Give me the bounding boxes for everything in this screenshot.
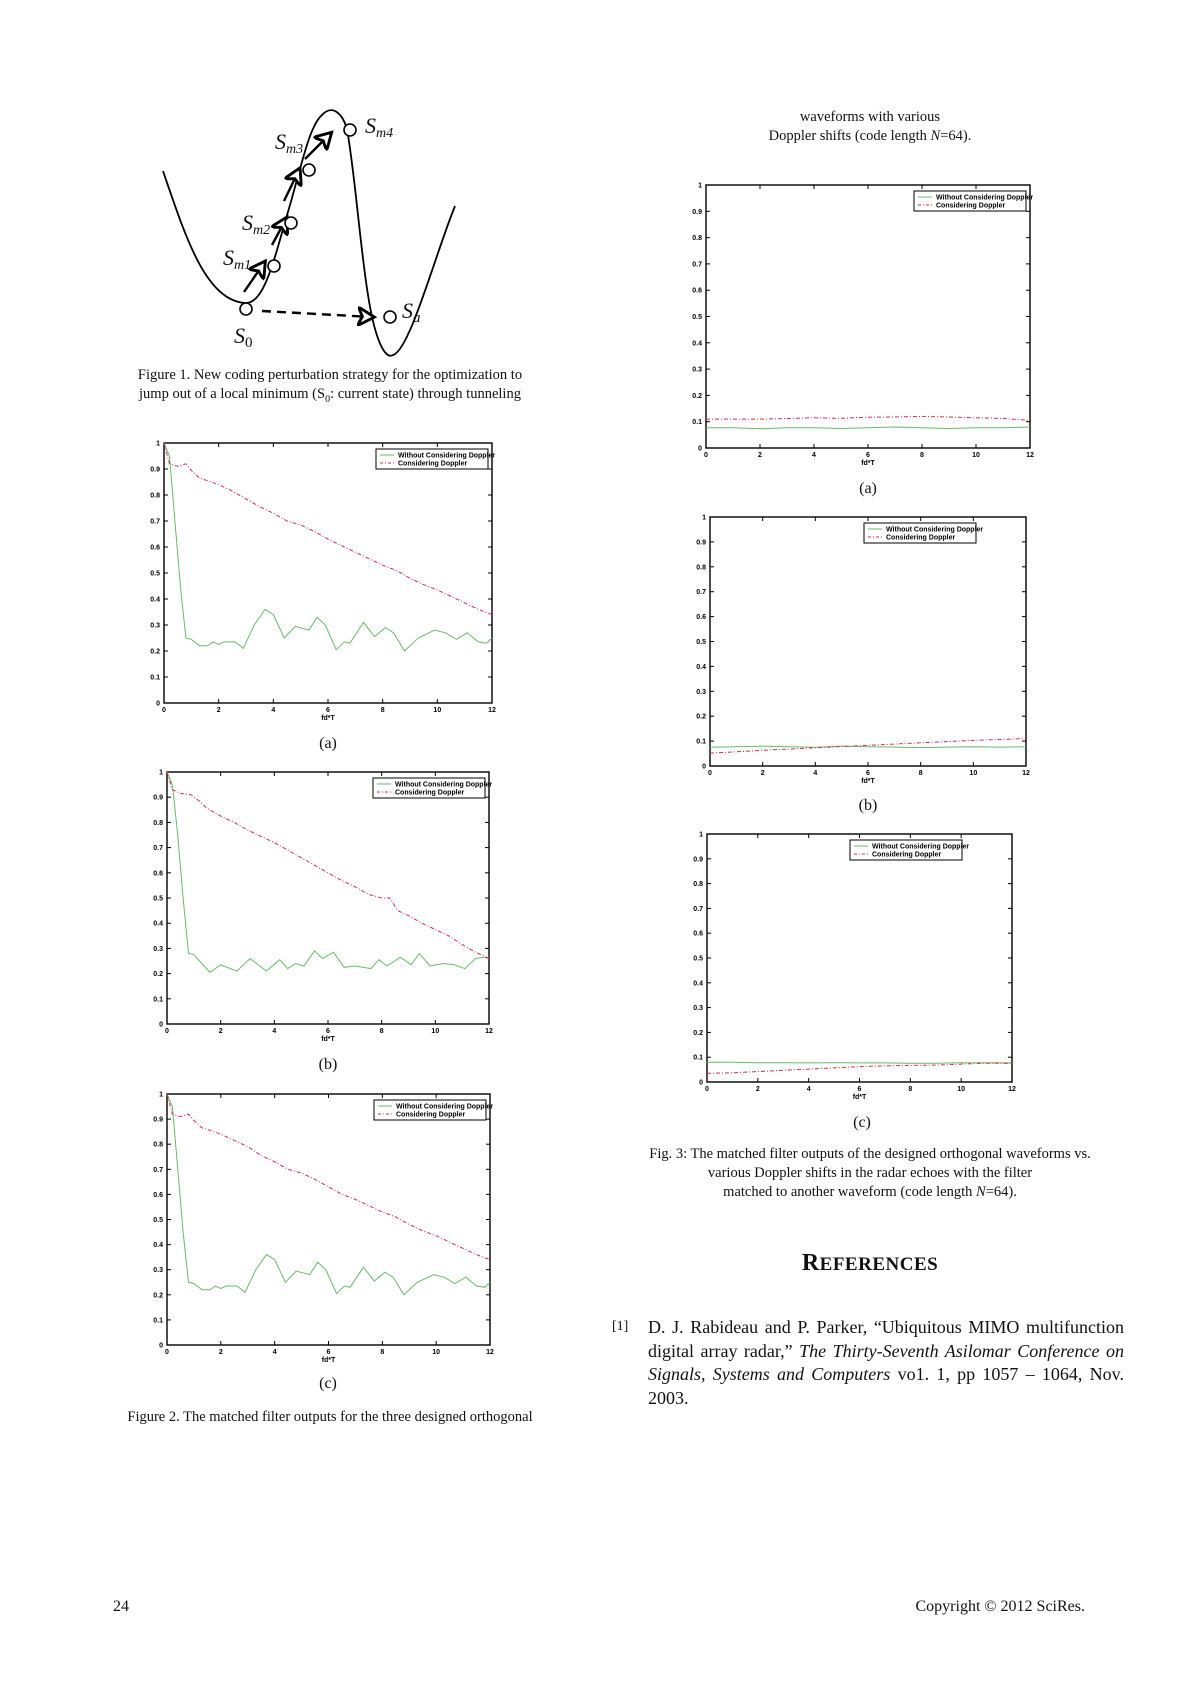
x-tick-label: 10	[957, 1086, 966, 1093]
reference-text: D. J. Rabideau and P. Parker, “Ubiquitous MIMO multifunction digital array radar,” The Thirty-Seventh Asilomar Conference on Signals, Systems and Computers vo1. 1, pp 1057 – 1064, Nov. 2003.	[648, 1317, 1125, 1408]
y-tick-label: 0.2	[692, 392, 702, 400]
y-tick-label: 0.1	[696, 738, 706, 746]
y-tick-label: 0	[156, 700, 160, 708]
series-without-doppler	[164, 443, 492, 651]
y-tick-label: 0.9	[693, 856, 703, 864]
svg-text:Without Considering Doppler: Without Considering Doppler	[872, 843, 970, 851]
x-tick-label: 2	[218, 1349, 223, 1356]
svg-text:Without Considering Doppler: Without Considering Doppler	[395, 781, 493, 789]
label-sm1: Sm1	[223, 245, 252, 273]
x-tick-label: 8	[379, 1028, 384, 1035]
label-sm2: Sm2	[242, 210, 271, 238]
x-tick-label: 12	[485, 1028, 493, 1035]
x-axis-label: fd*T	[321, 1357, 336, 1364]
y-tick-label: 0.3	[153, 1267, 163, 1275]
y-tick-label: 0.3	[696, 688, 706, 696]
y-tick-label: 0.8	[692, 235, 702, 243]
y-tick-label: 0.4	[696, 663, 706, 671]
x-tick-label: 0	[165, 1349, 169, 1356]
y-tick-label: 0.4	[153, 920, 163, 928]
line-chart-svg	[153, 769, 493, 1043]
figure2b-chart	[153, 769, 493, 1043]
x-tick-label: 0	[162, 707, 166, 714]
y-tick-label: 0	[159, 1021, 163, 1029]
y-tick-label: 0.3	[150, 622, 160, 630]
y-tick-label: 0.9	[696, 539, 706, 547]
svg-text:Without Considering Doppler: Without Considering Doppler	[886, 526, 984, 534]
x-tick-label: 2	[218, 1028, 223, 1035]
y-tick-label: 0.5	[153, 895, 163, 903]
x-tick-label: 8	[920, 452, 924, 459]
series-considering-doppler	[167, 772, 489, 959]
y-tick-label: 0.6	[696, 614, 706, 622]
figure-caption-continuation: waveforms with various Doppler shifts (code length N=64).	[768, 109, 972, 144]
y-tick-label: 0.1	[693, 1054, 703, 1062]
svg-text:Without Considering Doppler: Without Considering Doppler	[396, 1103, 494, 1111]
y-tick-label: 0.8	[153, 1141, 163, 1149]
x-tick-label: 4	[272, 1349, 277, 1356]
x-tick-label: 10	[432, 1349, 441, 1356]
y-tick-label: 0.7	[693, 905, 703, 913]
y-tick-label: 0.7	[153, 1166, 163, 1174]
y-tick-label: 0.9	[150, 466, 160, 474]
x-axis-label: fd*T	[861, 778, 875, 785]
line-chart-svg	[692, 182, 1034, 467]
copyright-notice: Copyright © 2012 SciRes.	[915, 1598, 1085, 1615]
figure3a-chart	[692, 182, 1034, 467]
y-tick-label: 0.4	[153, 1242, 163, 1250]
x-tick-label: 0	[165, 1028, 169, 1035]
y-tick-label: 0.6	[153, 1191, 163, 1199]
y-tick-label: 1	[156, 440, 160, 448]
references-heading: REFERENCES	[801, 1250, 939, 1276]
y-tick-label: 0	[699, 1079, 703, 1087]
x-tick-label: 6	[326, 1028, 330, 1035]
state-s0-node	[240, 303, 252, 315]
line-chart-svg	[693, 831, 1016, 1101]
x-tick-label: 10	[969, 770, 978, 777]
figure1-caption: Figure 1. New coding perturbation strategy for the optimization to jump out of a local minimum ($S_0$: current state) through tunneling	[137, 367, 523, 405]
y-tick-label: 1	[698, 182, 702, 190]
figure1-diagram	[150, 95, 510, 365]
y-tick-label: 0.1	[692, 419, 702, 427]
x-tick-label: 12	[1008, 1086, 1016, 1093]
x-tick-label: 0	[708, 770, 712, 777]
x-tick-label: 6	[326, 1349, 331, 1356]
svg-text:Without Considering Doppler: Without Considering Doppler	[398, 452, 496, 460]
label-sm3: Sm3	[275, 129, 304, 157]
figure2a-sublabel: (a)	[319, 735, 337, 752]
figure3b-sublabel: (b)	[858, 797, 878, 814]
x-tick-label: 4	[812, 452, 816, 459]
y-tick-label: 0.6	[153, 870, 163, 878]
y-tick-label: 0.7	[692, 261, 702, 269]
svg-text:Considering Doppler: Considering Doppler	[886, 534, 956, 542]
y-tick-label: 0.5	[692, 314, 702, 321]
y-tick-label: 0.8	[150, 492, 160, 500]
label-sa: Sa	[402, 298, 421, 326]
y-tick-label: 0.1	[153, 996, 163, 1004]
figure3b-chart	[696, 514, 1030, 785]
figure3c-sublabel: (c)	[853, 1114, 871, 1131]
y-tick-label: 0.6	[693, 930, 703, 938]
svg-text:Considering Doppler: Considering Doppler	[398, 460, 468, 468]
x-tick-label: 2	[755, 1086, 760, 1093]
figure3c-chart	[693, 831, 1016, 1101]
y-tick-label: 0	[698, 445, 702, 453]
state-sm3-node	[303, 164, 315, 176]
x-axis-label: fd*T	[861, 460, 875, 467]
y-tick-label: 1	[159, 1091, 163, 1099]
x-tick-label: 0	[705, 1086, 709, 1093]
y-tick-label: 0.7	[150, 518, 160, 526]
line-chart-svg	[153, 1091, 494, 1364]
x-tick-label: 0	[704, 452, 708, 459]
y-tick-label: 0.5	[693, 955, 703, 963]
y-tick-label: 0.3	[693, 1005, 703, 1013]
series-without-doppler	[167, 772, 489, 972]
y-tick-label: 0.2	[153, 1292, 163, 1300]
y-tick-label: 0.9	[692, 208, 702, 216]
y-tick-label: 0.3	[692, 366, 702, 374]
x-tick-label: 2	[760, 770, 765, 777]
y-tick-label: 0.4	[150, 596, 160, 604]
y-tick-label: 0.2	[150, 648, 160, 656]
y-tick-label: 0.1	[153, 1317, 163, 1325]
energy-landscape-diagram	[150, 95, 510, 365]
x-tick-label: 8	[380, 707, 385, 714]
state-sa-node	[384, 311, 396, 323]
chart-legend	[850, 840, 969, 860]
series-considering-doppler	[707, 1063, 1012, 1073]
y-tick-label: 0.7	[696, 589, 706, 597]
state-sm2-node	[285, 217, 297, 229]
y-tick-label: 1	[699, 831, 703, 839]
chart-legend	[374, 1100, 493, 1120]
x-axis-label: fd*T	[852, 1094, 867, 1101]
state-sm1-node	[268, 260, 280, 272]
x-tick-label: 2	[758, 452, 762, 459]
y-tick-label: 0.9	[153, 1116, 163, 1124]
figure2b-sublabel: (b)	[318, 1056, 338, 1073]
line-chart-svg	[150, 440, 496, 722]
chart-legend	[376, 449, 495, 469]
label-s0: S0	[234, 323, 253, 351]
x-tick-label: 2	[216, 707, 221, 714]
x-axis-label: fd*T	[321, 1036, 335, 1043]
series-without-doppler	[706, 427, 1030, 429]
page-number: 24	[113, 1598, 129, 1615]
x-axis-label: fd*T	[321, 715, 335, 722]
x-tick-label: 6	[326, 707, 330, 714]
y-tick-label: 0.8	[153, 819, 163, 827]
y-tick-label: 0.9	[153, 794, 163, 802]
chart-legend	[914, 191, 1033, 211]
svg-text:Considering Doppler: Considering Doppler	[872, 851, 942, 859]
figure2a-chart	[150, 440, 496, 722]
figure2c-chart	[153, 1091, 494, 1364]
x-tick-label: 8	[908, 1086, 913, 1093]
figure3-caption: Fig. 3: The matched filter outputs of the designed orthogonal waveforms vs. various Doppler shifts in the radar echoes with the filter matched to another waveform (code length N=64).	[649, 1146, 1091, 1200]
series-without-doppler	[167, 1094, 490, 1295]
y-tick-label: 0.5	[696, 639, 706, 646]
svg-text:Considering Doppler: Considering Doppler	[396, 1111, 466, 1119]
label-sm4: Sm4	[365, 113, 394, 141]
x-tick-label: 4	[272, 1028, 277, 1035]
series-without-doppler	[707, 1062, 1012, 1063]
x-tick-label: 6	[857, 1086, 862, 1093]
reference-number: [1]	[612, 1319, 629, 1334]
chart-legend	[864, 523, 983, 543]
y-tick-label: 0.4	[692, 340, 702, 348]
x-tick-label: 12	[486, 1349, 494, 1356]
y-tick-label: 0.2	[153, 971, 163, 979]
y-tick-label: 0.5	[153, 1217, 163, 1224]
y-tick-label: 1	[159, 769, 163, 777]
figure3a-sublabel: (a)	[859, 480, 877, 497]
x-tick-label: 10	[433, 707, 442, 714]
x-tick-label: 8	[918, 770, 923, 777]
y-tick-label: 0.7	[153, 845, 163, 853]
y-tick-label: 0	[702, 763, 706, 771]
x-tick-label: 4	[271, 707, 276, 714]
x-tick-label: 10	[431, 1028, 440, 1035]
reference-item-1	[612, 1316, 1124, 1410]
y-tick-label: 0.2	[693, 1029, 703, 1037]
y-tick-label: 0.1	[150, 674, 160, 682]
figure2c-sublabel: (c)	[319, 1375, 337, 1392]
series-considering-doppler	[706, 416, 1030, 420]
chart-legend	[373, 778, 492, 798]
svg-text:Considering Doppler: Considering Doppler	[936, 202, 1006, 210]
line-chart-svg	[696, 514, 1030, 785]
figure2-caption: Figure 2. The matched filter outputs for the three designed orthogonal	[127, 1409, 533, 1425]
y-tick-label: 0.8	[696, 564, 706, 572]
series-without-doppler	[710, 746, 1026, 748]
x-tick-label: 8	[380, 1349, 385, 1356]
x-tick-label: 6	[866, 770, 870, 777]
y-tick-label: 0.5	[150, 570, 160, 578]
x-tick-label: 12	[1022, 770, 1030, 777]
x-tick-label: 4	[806, 1086, 811, 1093]
y-tick-label: 0.2	[696, 713, 706, 721]
tunneling-arrow	[262, 311, 372, 317]
x-tick-label: 12	[488, 707, 496, 714]
x-tick-label: 4	[813, 770, 818, 777]
svg-text:Considering Doppler: Considering Doppler	[395, 789, 465, 797]
x-tick-label: 12	[1026, 452, 1034, 459]
y-tick-label: 0.6	[692, 287, 702, 295]
y-tick-label: 0.4	[693, 980, 703, 988]
y-tick-label: 0	[159, 1342, 163, 1350]
y-tick-label: 0.6	[150, 544, 160, 552]
y-tick-label: 1	[702, 514, 706, 522]
x-tick-label: 10	[972, 452, 980, 459]
x-tick-label: 6	[866, 452, 870, 459]
y-tick-label: 0.8	[693, 881, 703, 889]
state-sm4-node	[344, 124, 356, 136]
svg-text:Without Considering Doppler: Without Considering Doppler	[936, 194, 1034, 202]
y-tick-label: 0.3	[153, 945, 163, 953]
